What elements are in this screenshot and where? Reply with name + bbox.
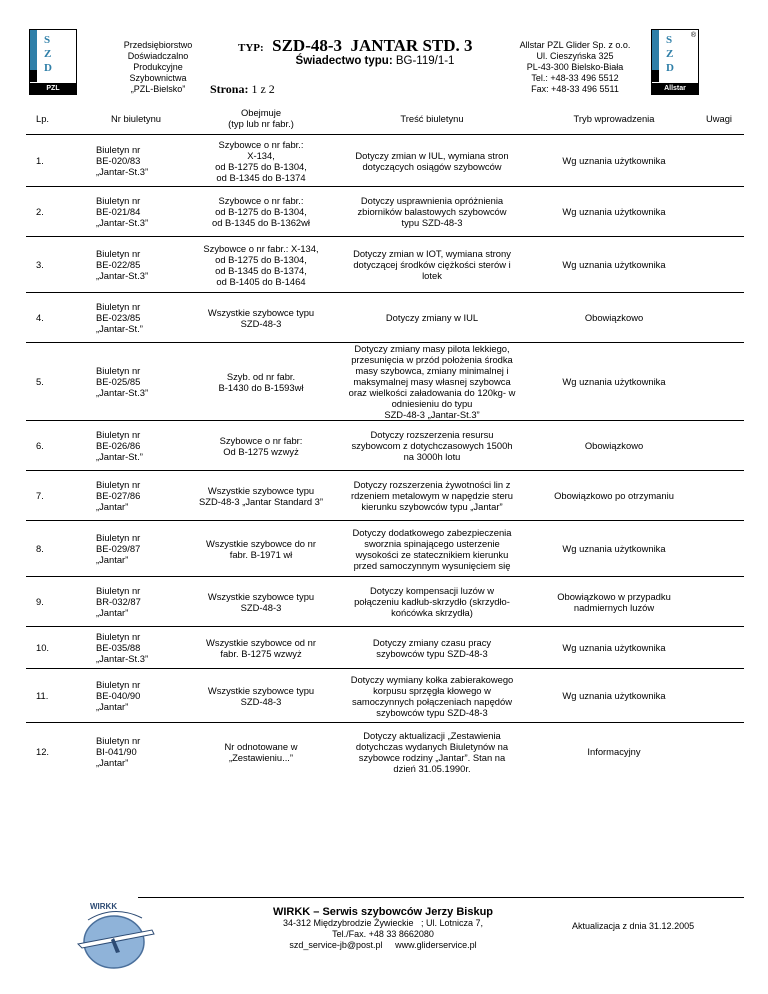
cell-mode: Wg uznania użytkownika	[534, 343, 694, 421]
cell-lp: 12.	[26, 723, 80, 781]
certificate-value: BG-119/1-1	[395, 55, 455, 67]
footer-address: 34-312 Międzybrodzie Żywieckie ; Ul. Lotnicza 7,	[282, 918, 484, 928]
footer-website[interactable]: www.gliderservice.pl	[395, 940, 477, 950]
certificate-line	[260, 55, 490, 67]
cell-mode: Wg uznania użytkownika	[534, 135, 694, 187]
right-org-line: Ul. Cieszyńska 325	[536, 51, 614, 61]
cell-mode: Informacyjny	[534, 723, 694, 781]
table-row	[26, 293, 744, 343]
header-obejmuje: Obejmuje (typ lub nr fabr.)	[228, 107, 294, 129]
header-tresc: Treść biuletynu	[400, 112, 464, 124]
cell-remarks	[694, 627, 744, 669]
cell-bulletin-number: Biuletyn nr BE-029/87 „Jantar”	[80, 521, 192, 577]
left-org-line: Szybownictwa	[129, 73, 187, 83]
table-row	[26, 669, 744, 723]
header-nr: Nr biuletynu	[110, 112, 162, 124]
footer-contact	[238, 906, 528, 951]
cell-remarks	[694, 343, 744, 421]
cell-bulletin-number: Biuletyn nr BR-032/87 „Jantar”	[80, 577, 192, 627]
cell-mode: Wg uznania użytkownika	[534, 237, 694, 293]
cell-lp: 8.	[26, 521, 80, 577]
footer-web-line	[238, 940, 528, 951]
right-org-line: PL-43-300 Bielsko-Biała	[526, 62, 624, 72]
cell-coverage: Szybowce o nr fabr.: X-134, od B-1275 do B-1304, od B-1345 do B-1374	[192, 135, 330, 187]
cell-remarks	[694, 421, 744, 471]
bulletin-table	[26, 102, 744, 781]
cell-lp: 2.	[26, 187, 80, 237]
cell-bulletin-number: Biuletyn nr BE-040/90 „Jantar”	[80, 669, 192, 723]
cell-lp: 11.	[26, 669, 80, 723]
cell-content: Dotyczy rozszerzenia żywotności lin z rdzeniem metalowym w napędzie steru kierunku szybowców typu „Jantar”	[330, 471, 534, 521]
cell-content: Dotyczy usprawnienia opróżnienia zbiorników balastowych szybowców typu SZD-48-3	[330, 187, 534, 237]
update-date: Aktualizacja z dnia 31.12.2005	[572, 921, 695, 931]
cell-content: Dotyczy zmian w IOT, wymiana strony dotyczącej środków ciężkości sterów i lotek	[330, 237, 534, 293]
type-title	[238, 36, 508, 56]
page-label: Strona:	[210, 82, 249, 96]
type-value: SZD-48-3 JANTAR STD. 3	[272, 36, 473, 55]
table-row	[26, 135, 744, 187]
cell-remarks	[694, 723, 744, 781]
table-row	[26, 421, 744, 471]
cell-bulletin-number: Biuletyn nr BE-023/85 „Jantar-St.”	[80, 293, 192, 343]
cell-coverage: Szybowce o nr fabr.: X-134, od B-1275 do B-1304, od B-1345 do B-1374, od B-1405 do B-1464	[192, 237, 330, 293]
cell-remarks	[694, 471, 744, 521]
cell-coverage: Szybowce o nr fabr: Od B-1275 wzwyż	[192, 421, 330, 471]
footer-title: WIRKK – Serwis szybowców Jerzy Biskup	[272, 906, 494, 918]
cell-coverage: Wszystkie szybowce typu SZD-48-3 „Jantar Standard 3”	[192, 471, 330, 521]
cell-coverage: Wszystkie szybowce typu SZD-48-3	[192, 293, 330, 343]
cell-lp: 10.	[26, 627, 80, 669]
cell-mode: Wg uznania użytkownika	[534, 521, 694, 577]
left-org-line: Doświadczalno	[127, 51, 189, 61]
table-row	[26, 471, 744, 521]
cell-coverage: Nr odnotowane w „Zestawieniu...”	[192, 723, 330, 781]
left-org-line: Produkcyjne	[133, 62, 183, 72]
table-row	[26, 187, 744, 237]
left-org-line: Przedsiębiorstwo	[123, 40, 193, 50]
table-row	[26, 627, 744, 669]
cell-coverage: Wszystkie szybowce do nr fabr. B-1971 wł	[192, 521, 330, 577]
cell-mode: Wg uznania użytkownika	[534, 627, 694, 669]
right-org-line: Allstar PZL Glider Sp. z o.o.	[519, 40, 631, 50]
cell-mode: Wg uznania użytkownika	[534, 187, 694, 237]
cell-content: Dotyczy zmiany w IUL	[330, 293, 534, 343]
footer-divider	[138, 897, 744, 898]
cell-lp: 7.	[26, 471, 80, 521]
cell-remarks	[694, 669, 744, 723]
cell-remarks	[694, 237, 744, 293]
cell-content: Dotyczy zmian w IUL, wymiana stron dotyczących osiągów szybowców	[330, 135, 534, 187]
cell-lp: 6.	[26, 421, 80, 471]
cell-remarks	[694, 293, 744, 343]
cell-bulletin-number: Biuletyn nr BI-041/90 „Jantar”	[80, 723, 192, 781]
cell-coverage: Szybowce o nr fabr.: od B-1275 do B-1304, od B-1345 do B-1362wł	[192, 187, 330, 237]
cell-remarks	[694, 577, 744, 627]
cell-mode: Obowiązkowo po otrzymaniu	[534, 471, 694, 521]
cell-lp: 1.	[26, 135, 80, 187]
table-row	[26, 343, 744, 421]
cell-coverage: Szyb. od nr fabr. B-1430 do B-1593wł	[192, 343, 330, 421]
cell-content: Dotyczy dodatkowego zabezpieczenia sworznia spinającego usterzenie wysokości ze statecznikiem kierunku przed samoczynnym wysunięciem się	[330, 521, 534, 577]
cell-lp: 9.	[26, 577, 80, 627]
cell-remarks	[694, 521, 744, 577]
pzl-bielsko-logo: S Z D PZL BIELSKO	[29, 29, 77, 95]
left-org-line: „PZL-Bielsko”	[130, 84, 186, 94]
cell-bulletin-number: Biuletyn nr BE-020/83 „Jantar-St.3”	[80, 135, 192, 187]
wirkk-logo	[70, 900, 160, 976]
cell-lp: 4.	[26, 293, 80, 343]
cell-mode: Wg uznania użytkownika	[534, 669, 694, 723]
cell-mode: Obowiązkowo	[534, 421, 694, 471]
wirkk-logo-text: WIRKK	[90, 902, 118, 911]
table-header-row	[26, 102, 744, 135]
page-indicator	[210, 82, 275, 97]
header-lp: Lp.	[36, 112, 50, 124]
cell-bulletin-number: Biuletyn nr BE-035/88 „Jantar-St.3”	[80, 627, 192, 669]
cell-mode: Obowiązkowo	[534, 293, 694, 343]
right-org-line: Fax: +48-33 496 5511	[531, 84, 619, 94]
type-label: TYP:	[238, 42, 264, 54]
registered-mark: ®	[690, 32, 696, 39]
cell-bulletin-number: Biuletyn nr BE-021/84 „Jantar-St.3”	[80, 187, 192, 237]
right-org-block	[508, 40, 642, 95]
cell-lp: 3.	[26, 237, 80, 293]
cell-remarks	[694, 135, 744, 187]
left-org-block	[108, 40, 208, 95]
cell-bulletin-number: Biuletyn nr BE-025/85 „Jantar-St.3”	[80, 343, 192, 421]
cell-bulletin-number: Biuletyn nr BE-027/86 „Jantar”	[80, 471, 192, 521]
cell-remarks	[694, 187, 744, 237]
page-value: 1 z 2	[251, 82, 275, 96]
cell-mode: Obowiązkowo w przypadku nadmiernych luzów	[534, 577, 694, 627]
table-row	[26, 723, 744, 781]
table-row	[26, 521, 744, 577]
right-org-line: Tel.: +48-33 496 5512	[531, 73, 619, 83]
table-row	[26, 237, 744, 293]
cell-lp: 5.	[26, 343, 80, 421]
cell-coverage: Wszystkie szybowce od nr fabr. B-1275 wzwyż	[192, 627, 330, 669]
cell-bulletin-number: Biuletyn nr BE-022/85 „Jantar-St.3”	[80, 237, 192, 293]
certificate-label: Świadectwo typu:	[295, 55, 393, 67]
footer-email[interactable]: szd_service-jb@post.pl	[289, 940, 383, 950]
cell-content: Dotyczy kompensacji luzów w połączeniu kadłub-skrzydło (skrzydło- końcówka skrzydła)	[330, 577, 534, 627]
cell-content: Dotyczy zmiany masy pilota lekkiego, przesunięcia w przód położenia środka masy szybowca, zmiany minimalnej i maksymalnej masy własnej szybowca oraz wielkości załadowania do 120kg- w odniesieniu do typu SZD-48-3 „Jantar-St.3”	[330, 343, 534, 421]
header-tryb: Tryb wprowadzenia	[573, 112, 655, 124]
cell-coverage: Wszystkie szybowce typu SZD-48-3	[192, 577, 330, 627]
cell-bulletin-number: Biuletyn nr BE-026/86 „Jantar-St.”	[80, 421, 192, 471]
cell-content: Dotyczy wymiany kołka zabierakowego korpusu sprzęgła kłowego w samoczynnych połączeniach napędów szybowców typu SZD-48-3	[330, 669, 534, 723]
header-uwagi: Uwagi	[705, 112, 733, 124]
cell-coverage: Wszystkie szybowce typu SZD-48-3	[192, 669, 330, 723]
cell-content: Dotyczy rozszerzenia resursu szybowcom z dotychczasowych 1500h na 3000h lotu	[330, 421, 534, 471]
allstar-logo: S Z D ® Allstar	[651, 29, 699, 95]
cell-content: Dotyczy aktualizacji „Zestawienia dotychczas wydanych Biuletynów na szybowce rodziny „Jantar”. Stan na dzień 31.05.1990r.	[330, 723, 534, 781]
footer-telfax: Tel./Fax. +48 33 8662080	[332, 929, 434, 939]
cell-content: Dotyczy zmiany czasu pracy szybowców typu SZD-48-3	[330, 627, 534, 669]
table-row	[26, 577, 744, 627]
